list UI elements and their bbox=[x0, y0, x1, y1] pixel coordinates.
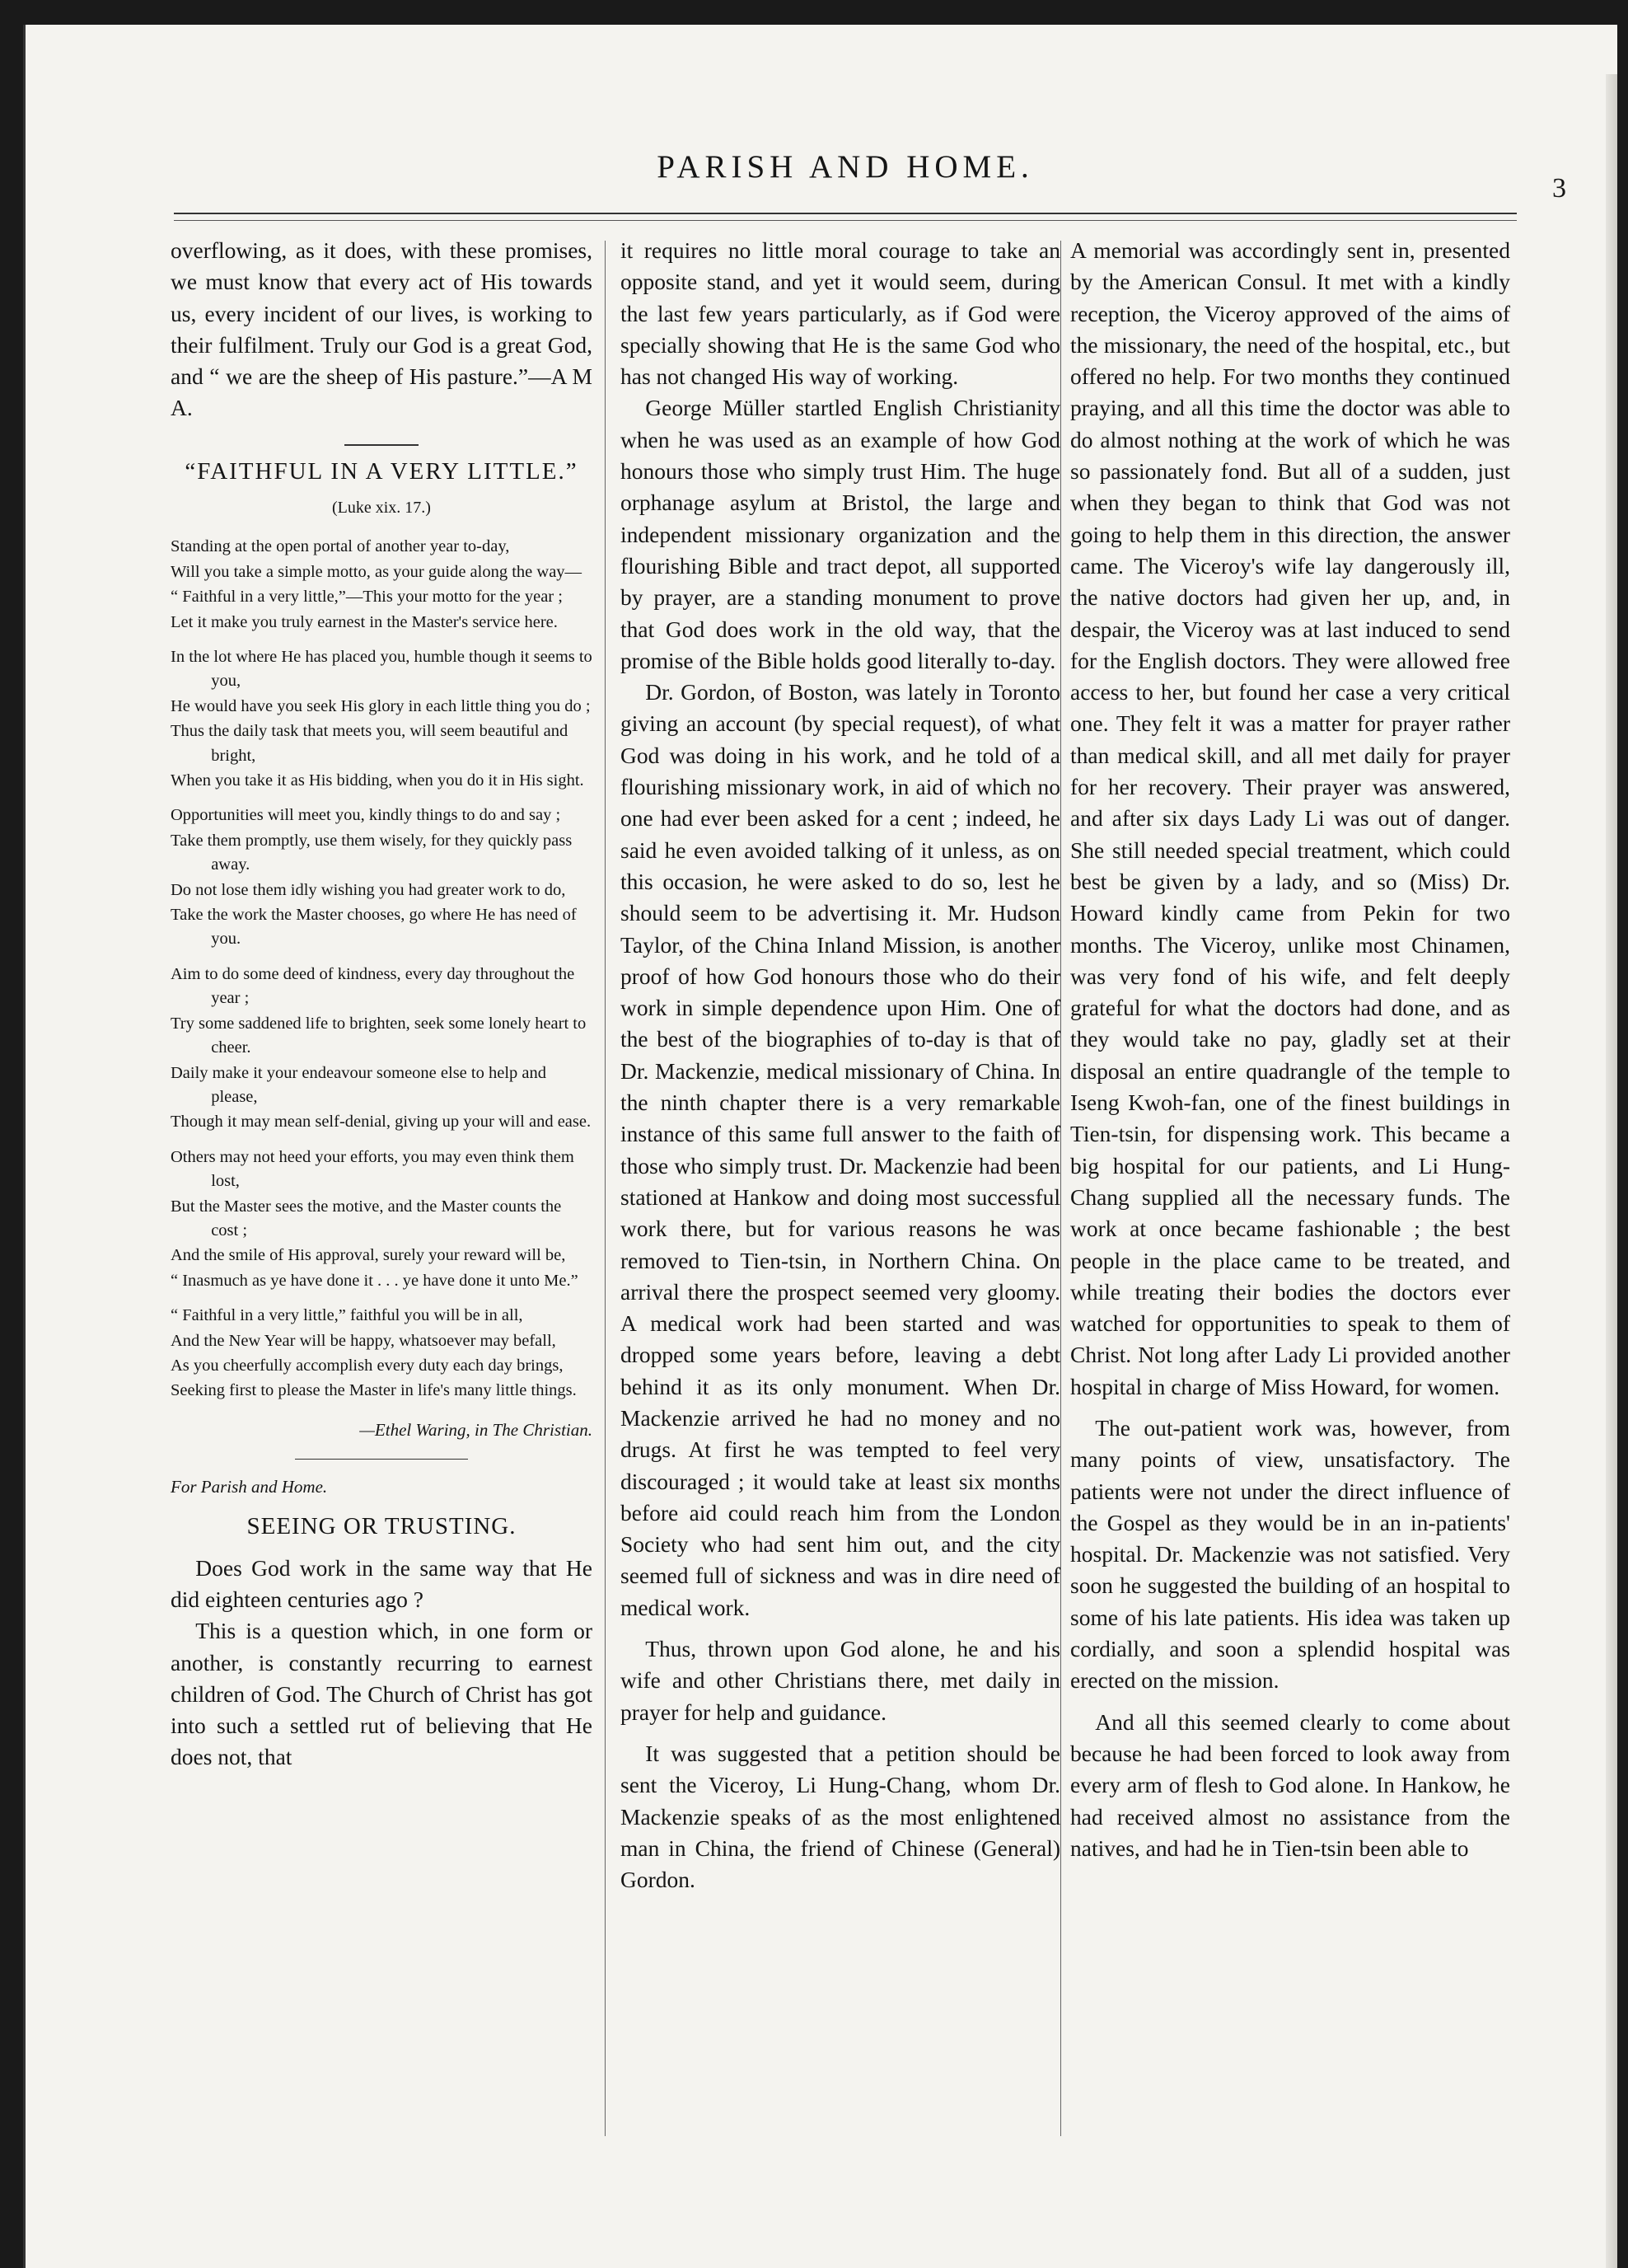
article-paragraph: The out-patient work was, however, from many points of view, unsatisfactory. The patients were not under the direct influence of the Gospel as they would be in an in-patients' hospital. Dr. Mackenzie was not satisfied. Very soon he suggested the building of an hospital to some of his late patients. His idea was taken up cordially, and soon a splendid hospital was erected on the mission. bbox=[1070, 1414, 1510, 1694]
poem-stanza bbox=[171, 645, 592, 793]
poem-line: “ Inasmuch as ye have done it . . . ye have done it unto Me.” bbox=[171, 1271, 578, 1290]
poem-line: Opportunities will meet you, kindly things to do and say ; bbox=[171, 806, 561, 825]
poem-line: As you cheerfully accomplish every duty each day brings, bbox=[171, 1356, 564, 1375]
poem-line: When you take it as His bidding, when you do it in His sight. bbox=[171, 771, 584, 790]
poem-title: “FAITHFUL IN A VERY LITTLE.” bbox=[185, 457, 578, 485]
poem-line: In the lot where He has placed you, humble though it seems to you, bbox=[171, 648, 592, 691]
poem-line: Do not lose them idly wishing you had greater work to do, bbox=[171, 880, 566, 899]
article-paragraph: Thus, thrown upon God alone, he and his wife and other Christians there, met daily in prayer for help and guidance. bbox=[620, 1636, 1060, 1725]
page-header bbox=[174, 148, 1566, 206]
poem-stanza bbox=[171, 1146, 592, 1293]
article-paragraph: George Müller startled English Christianity when he was used as an example of how God honours those who simply trust Him. The huge orphanage asylum at Bristol, the large and independent missionary organization and the flourishing Bible and tract depot, all supported by prayer, are a standing monument to prove that God does work in the old way, that the promise of the Bible holds good literally to-day. bbox=[620, 395, 1060, 673]
poem-line: Standing at the open portal of another year to-day, bbox=[171, 537, 510, 556]
poem-stanza bbox=[171, 963, 592, 1135]
poem-line: Daily make it your endeavour someone else to help and please, bbox=[171, 1063, 546, 1106]
poem-line: “ Faithful in a very little,” faithful you will be in all, bbox=[171, 1306, 523, 1325]
page-edge-shadow bbox=[1606, 74, 1617, 2268]
article-paragraph: This is a question which, in one form or another, is constantly recurring to earnest children of God. The Church of Christ has got into such a settled rut of believing that He does not, that bbox=[171, 1618, 592, 1770]
article-paragraph: it requires no little moral courage to take an opposite stand, and yet it would seem, during the last few years particularly, as if God were specially showing that He is the same God who has not changed His way of working. bbox=[620, 237, 1060, 390]
poem-line: Others may not heed your efforts, you may even think them lost, bbox=[171, 1147, 574, 1191]
poem-line: He would have you seek His glory in each little thing you do ; bbox=[171, 696, 591, 715]
poem-stanza bbox=[171, 535, 592, 635]
section-rule bbox=[344, 444, 419, 446]
poem-stanza bbox=[171, 804, 592, 951]
article-paragraph: Does God work in the same way that He did eighteen centuries ago ? bbox=[171, 1554, 592, 1612]
poem-line: “ Faithful in a very little,”—This your motto for the year ; bbox=[171, 588, 563, 607]
poem-line: Thus the daily task that meets you, will seem beautiful and bright, bbox=[171, 722, 568, 765]
poem-line: Let it make you truly earnest in the Master's service here. bbox=[171, 612, 558, 631]
poem-credit: —Ethel Waring, in The Christian. bbox=[359, 1419, 592, 1440]
page-number: 3 bbox=[1552, 173, 1566, 204]
article-paragraph: And all this seemed clearly to come about because he had been forced to look away from every arm of flesh to God alone. In Hankow, he had received almost no assistance from the natives, and had he in Tien-tsin been able to bbox=[1070, 1708, 1510, 1861]
column-3 bbox=[1070, 235, 1510, 1864]
poem-line: Will you take a simple motto, as your guide along the way— bbox=[171, 562, 582, 581]
column-2 bbox=[620, 235, 1060, 1895]
article-paragraph: Dr. Gordon, of Boston, was lately in Toronto giving an account (by special request), of what God was doing in his work, and he told of a flourishing missionary work, in aid of which no one had ever been asked for a cent ; indeed, he said he even avoided talking of it unless, as on this occasion, he were asked to do so, lest he should seem to be advertising it. Mr. Hudson Taylor, of the China Inland Mission, is another proof of how God honours those who do their work in simple dependence upon Him. One of the best of the biographies of to-day is that of Dr. Mackenzie, medical missionary of China. In the ninth chapter there is a very remarkable instance of this same full answer to the faith of those who simply trust. Dr. Mackenzie had been stationed at Hankow and doing most successful work there, but for various reasons he was removed to Tien-tsin, in Northern China. On arrival there the prospect seemed very gloomy. A medical work had been started and was dropped some years before, leaving a debt behind it as its only monument. When Dr. Mackenzie arrived he had no money and no drugs. At first he was tempted to feel very discouraged ; it would take at least six months before aid could reach him from the London Society who had sent him out, and the city seemed full of sickness and was in dire need of medical work. bbox=[620, 679, 1060, 1620]
poem-stanza bbox=[171, 1304, 592, 1403]
running-title: PARISH AND HOME. bbox=[657, 149, 1034, 185]
article-attribution: For Parish and Home. bbox=[171, 1477, 328, 1497]
poem-body bbox=[171, 535, 592, 1403]
newspaper-page bbox=[23, 25, 1617, 2268]
continuation-paragraph: overflowing, as it does, with these promises, we must know that every act of His towards us, every incident of our lives, is working to their fulfilment. Truly our God is a great God, and “ we are the sheep of His pasture.”—A M A. bbox=[171, 237, 592, 421]
article-title: SEEING OR TRUSTING. bbox=[246, 1513, 517, 1540]
poem-line: Aim to do some deed of kindness, every day throughout the year ; bbox=[171, 964, 575, 1008]
poem-line: Though it may mean self-denial, giving up your will and ease. bbox=[171, 1113, 592, 1132]
column-divider bbox=[1060, 241, 1061, 2136]
section-rule bbox=[295, 1459, 468, 1460]
poem-line: Take them promptly, use them wisely, for they quickly pass away. bbox=[171, 831, 573, 874]
article-paragraph: A memorial was accordingly sent in, presented by the American Consul. It met with a kindly reception, the Viceroy approved of the aims of the missionary, the need of the hospital, etc., but offered no help. For two months they continued praying, and all this time the doctor was able to do almost nothing at the work of which he was so passionately fond. But all of a sudden, just when they began to think that God was not going to help them in this direction, the answer came. The Viceroy's wife lay dangerously ill, the native doctors had given her up, and, in despair, the Viceroy was at last induced to send for the English doctors. They were allowed free access to her, but found her case a very critical one. They felt it was a matter for prayer rather than medical skill, and all met daily for prayer for her recovery. Their prayer was answered, and after six days Lady Li was out of danger. She still needed special treatment, which could best be given by a lady, and so (Miss) Dr. Howard kindly came from Pekin for two months. The Viceroy, unlike most Chinamen, was very fond of his wife, and felt deeply grateful for what the doctors had done, and as they would take no pay, gladly set at their disposal an entire quadrangle of the temple to Iseng Kwoh-fan, one of the finest buildings in Tien-tsin, for dispensing work. This became a big hospital for our patients, and Li Hung-Chang supplied all the necessary funds. The work at once became fashionable ; the best people in the place came to be treated, and while treating their bodies the doctors ever watched for opportunities to speak to them of Christ. Not long after Lady Li provided another hospital in charge of Miss Howard, for women. bbox=[1070, 237, 1510, 1399]
column-divider bbox=[605, 241, 606, 2136]
poem-line: Take the work the Master chooses, go where He has need of you. bbox=[171, 906, 577, 949]
poem-line: But the Master sees the motive, and the Master counts the cost ; bbox=[171, 1197, 562, 1239]
column-1 bbox=[171, 235, 592, 1774]
header-rule bbox=[174, 213, 1517, 221]
article-paragraph: It was suggested that a petition should be sent the Viceroy, Li Hung-Chang, whom Dr. Mackenzie speaks of as the most enlightened man in China, the friend of Chinese (General) Gordon. bbox=[620, 1740, 1060, 1893]
poem-reference: (Luke xix. 17.) bbox=[332, 499, 431, 518]
poem-line: And the smile of His approval, surely your reward will be, bbox=[171, 1246, 566, 1265]
poem-line: And the New Year will be happy, whatsoever may befall, bbox=[171, 1331, 556, 1350]
poem-line: Seeking first to please the Master in life's many little things. bbox=[171, 1381, 577, 1400]
poem-line: Try some saddened life to brighten, seek some lonely heart to cheer. bbox=[171, 1014, 587, 1057]
